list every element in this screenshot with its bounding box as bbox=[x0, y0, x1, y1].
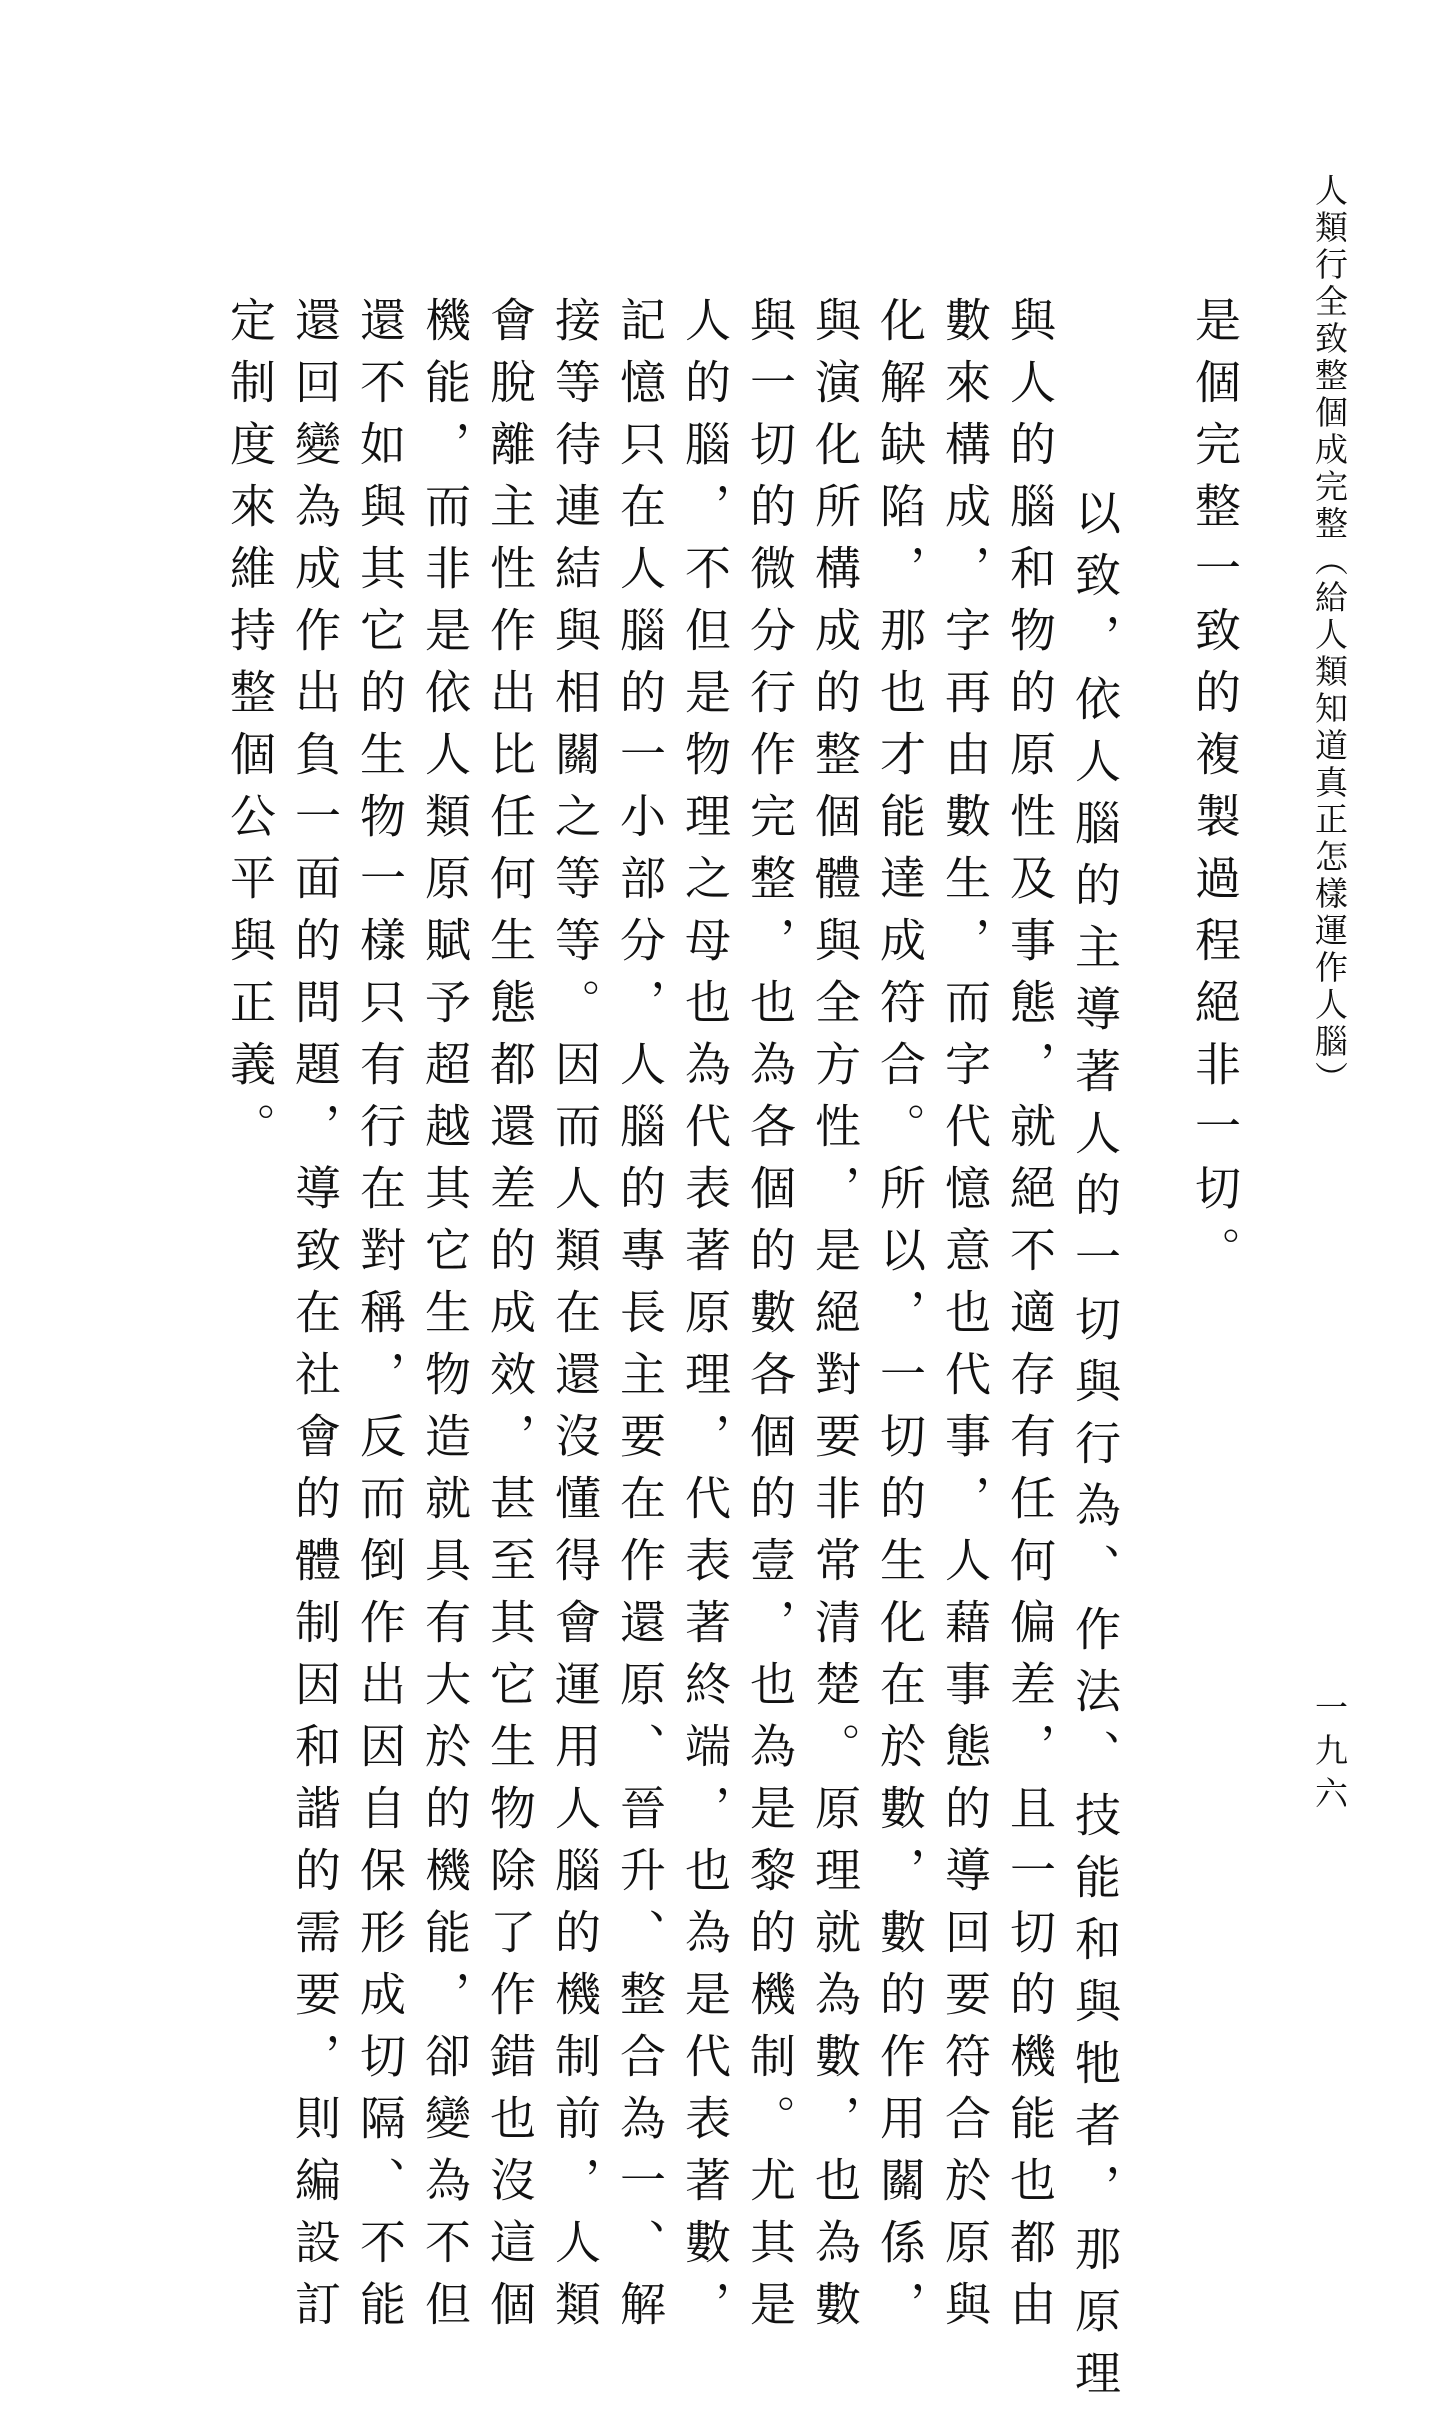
body-column-11: 會脫離主性作出比任何生態都還差的成效，甚至其它生物除了作錯也沒這個 bbox=[483, 296, 537, 2342]
body-column-8: 人的腦，不但是物理之母也為代表著原理，代表著終端，也為是代表著數， bbox=[678, 296, 732, 2342]
body-column-15: 定制度來維持整個公平與正義。 bbox=[223, 296, 277, 1164]
body-column-4: 數來構成，字再由數生，而字代憶意也代事，人藉事態的導回要符合於原與 bbox=[938, 296, 992, 2342]
body-column-9: 記憶只在人腦的一小部分，人腦的專長主要在作還原、晉升、整合為一、解 bbox=[613, 296, 667, 2342]
body-column-14: 還回變為成作出負一面的問題，導致在社會的體制因和諧的需要，則編設訂 bbox=[288, 296, 342, 2342]
body-column-13: 還不如與其它的生物一樣只有行在對稱，反而倒作出因自保形成切隔、不能 bbox=[353, 296, 407, 2342]
body-column-7: 與一切的微分行作完整，也為各個的數各個的壹，也為是黎的機制。尤其是 bbox=[743, 296, 797, 2342]
body-column-2: 以致，依人腦的主導著人的一切與行為、作法、技能和與牠者，那原理 bbox=[1068, 427, 1122, 2411]
body-column-10: 接等待連結與相關之等等。因而人類在還沒懂得會運用人腦的機制前，人類 bbox=[548, 296, 602, 2342]
body-column-5: 化解缺陷，那也才能達成符合。所以，一切的生化在於數，數的作用關係， bbox=[873, 296, 927, 2342]
body-column-12: 機能，而非是依人類原賦予超越其它生物造就具有大於的機能，卻變為不但 bbox=[418, 296, 472, 2342]
body-column-6: 與演化所構成的整個體與全方性，是絕對要非常清楚。原理就為數，也為數 bbox=[808, 296, 862, 2342]
page-number: 一九六 bbox=[1310, 1690, 1349, 1819]
body-column-3: 與人的腦和物的原性及事態，就絕不適存有任何偏差，且一切的機能也都由 bbox=[1003, 296, 1057, 2342]
body-column-1: 是個完整一致的複製過程絕非一切。 bbox=[1188, 296, 1242, 1288]
running-header-title: 人類行全致整個成完整（給人類知道真正怎樣運作人腦） bbox=[1310, 173, 1349, 1098]
